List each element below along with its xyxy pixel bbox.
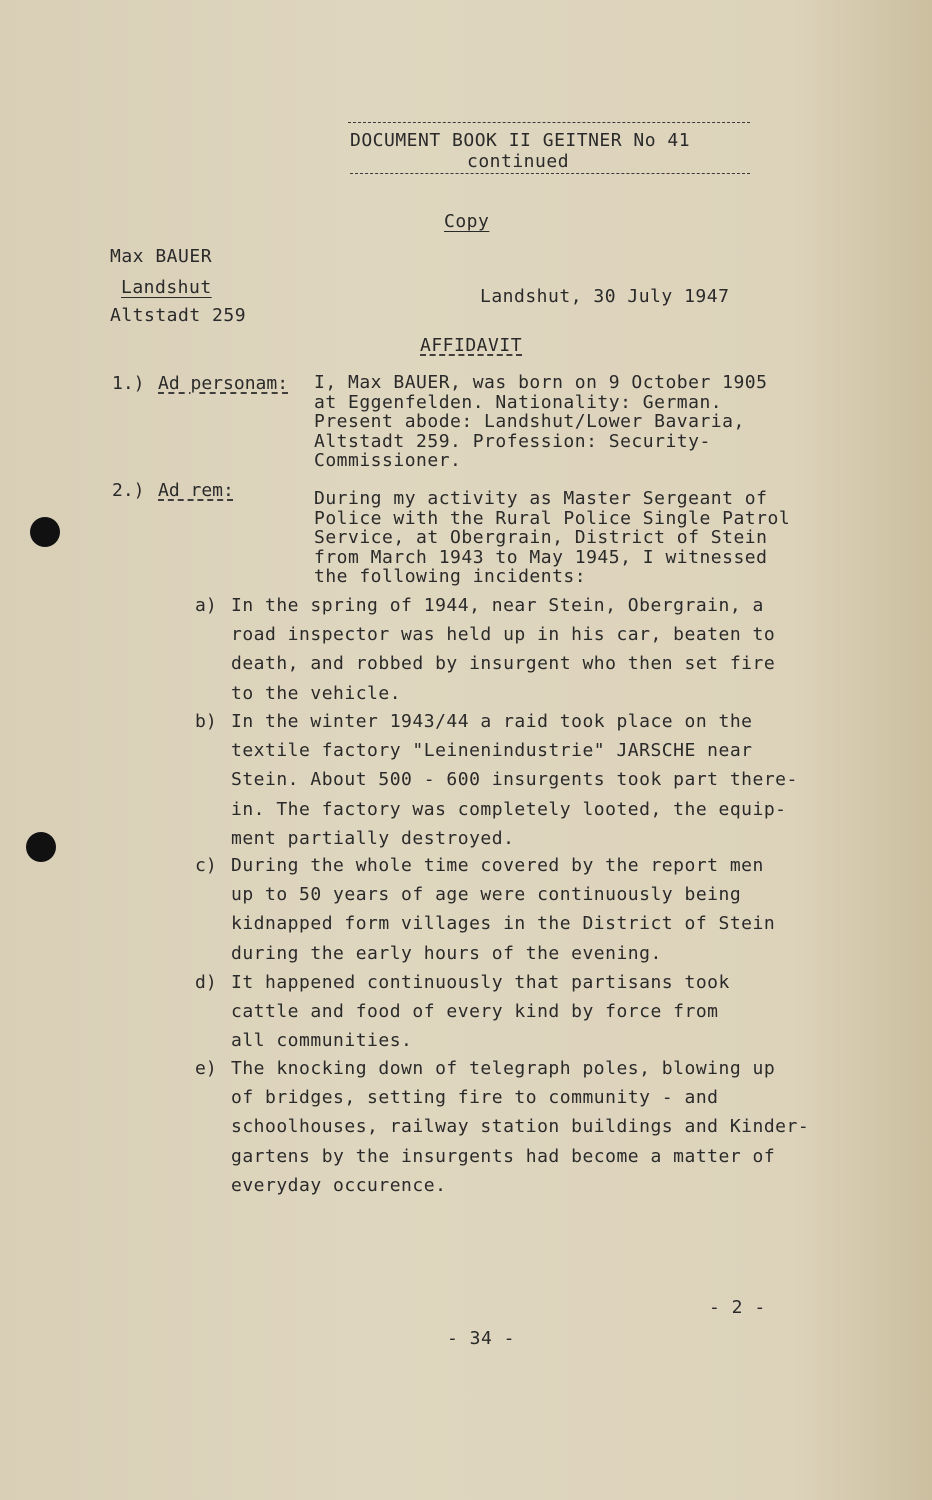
text-line: Police with the Rural Police Single Patrol bbox=[314, 507, 791, 529]
text-line: cattle and food of every kind by force from bbox=[231, 1001, 719, 1023]
text-line: Altstadt 259. Profession: Security- bbox=[314, 430, 711, 452]
text-line: The knocking down of telegraph poles, blowing up bbox=[231, 1058, 776, 1079]
continuation-page-marker: - 2 - bbox=[709, 1297, 766, 1318]
text-line: all communities. bbox=[231, 1030, 413, 1052]
text-line: In the spring of 1944, near Stein, Obergrain, a bbox=[231, 595, 764, 616]
section-1-heading: Ad personam: bbox=[158, 373, 289, 394]
header-rule-bottom bbox=[350, 173, 750, 174]
text-line: During my activity as Master Sergeant of bbox=[314, 488, 768, 509]
text-line: During the whole time covered by the report men bbox=[231, 855, 764, 876]
text-line: Service, at Obergrain, District of Stein bbox=[314, 527, 768, 548]
text-line: ment partially destroyed. bbox=[231, 827, 515, 849]
text-line: up to 50 years of age were continuously being bbox=[231, 884, 742, 906]
incident-e-marker: e) bbox=[195, 1058, 217, 1079]
section-2-heading: Ad rem: bbox=[158, 480, 234, 501]
text-line: Commissioner. bbox=[314, 450, 462, 471]
text-line: everyday occurence. bbox=[231, 1174, 447, 1196]
incident-a-marker: a) bbox=[195, 595, 217, 616]
text-line: at Eggenfelden. Nationality: German. bbox=[314, 391, 723, 413]
text-line: in. The factory was completely looted, the equip- bbox=[231, 798, 787, 820]
section-1-text bbox=[314, 373, 767, 471]
page-number: - 34 - bbox=[447, 1328, 516, 1349]
incident-d-marker: d) bbox=[195, 972, 217, 993]
incident-c-marker: c) bbox=[195, 855, 217, 876]
section-2-text bbox=[314, 489, 790, 587]
text-line: Present abode: Landshut/Lower Bavaria, bbox=[314, 411, 745, 432]
text-line: Stein. About 500 - 600 insurgents took part there- bbox=[231, 769, 798, 791]
text-line: of bridges, setting fire to community - and bbox=[231, 1087, 719, 1109]
text-line: gartens by the insurgents had become a matter of bbox=[231, 1145, 776, 1167]
text-line: road inspector was held up in his car, beaten to bbox=[231, 624, 776, 646]
section-1-number: 1.) bbox=[112, 373, 145, 394]
punch-hole-bottom bbox=[26, 832, 56, 862]
affidavit-title: AFFIDAVIT bbox=[420, 335, 523, 356]
text-line: the following incidents: bbox=[314, 566, 587, 587]
text-line: In the winter 1943/44 a raid took place on the bbox=[231, 711, 753, 732]
text-line: from March 1943 to May 1945, I witnessed bbox=[314, 546, 768, 568]
incident-a-text bbox=[231, 591, 775, 708]
incident-b-marker: b) bbox=[195, 711, 217, 732]
document-book-continued: continued bbox=[467, 151, 570, 172]
text-line: to the vehicle. bbox=[231, 682, 402, 704]
text-line: I, Max BAUER, was born on 9 October 1905 bbox=[314, 372, 768, 393]
incident-c-text bbox=[231, 851, 775, 968]
incident-d-text bbox=[231, 968, 730, 1056]
text-line: textile factory "Leinenindustrie" JARSCHE near bbox=[231, 740, 753, 762]
section-2-number: 2.) bbox=[112, 480, 145, 501]
header-rule-top bbox=[348, 122, 750, 123]
text-line: kidnapped form villages in the District of Stein bbox=[231, 913, 776, 935]
punch-hole-top bbox=[30, 517, 60, 547]
incident-b-text bbox=[231, 707, 798, 853]
sender-name: Max BAUER bbox=[110, 246, 213, 267]
text-line: death, and robbed by insurgent who then set fire bbox=[231, 653, 776, 675]
dateline: Landshut, 30 July 1947 bbox=[480, 286, 730, 307]
text-line: during the early hours of the evening. bbox=[231, 942, 662, 964]
copy-label: Copy bbox=[444, 211, 490, 232]
incident-e-text bbox=[231, 1054, 809, 1200]
document-book-title: DOCUMENT BOOK II GEITNER No 41 bbox=[350, 130, 691, 151]
sender-city: Landshut bbox=[121, 277, 212, 298]
sender-street: Altstadt 259 bbox=[110, 305, 247, 326]
text-line: It happened continuously that partisans took bbox=[231, 972, 730, 993]
text-line: schoolhouses, railway station buildings and Kinder- bbox=[231, 1116, 810, 1138]
